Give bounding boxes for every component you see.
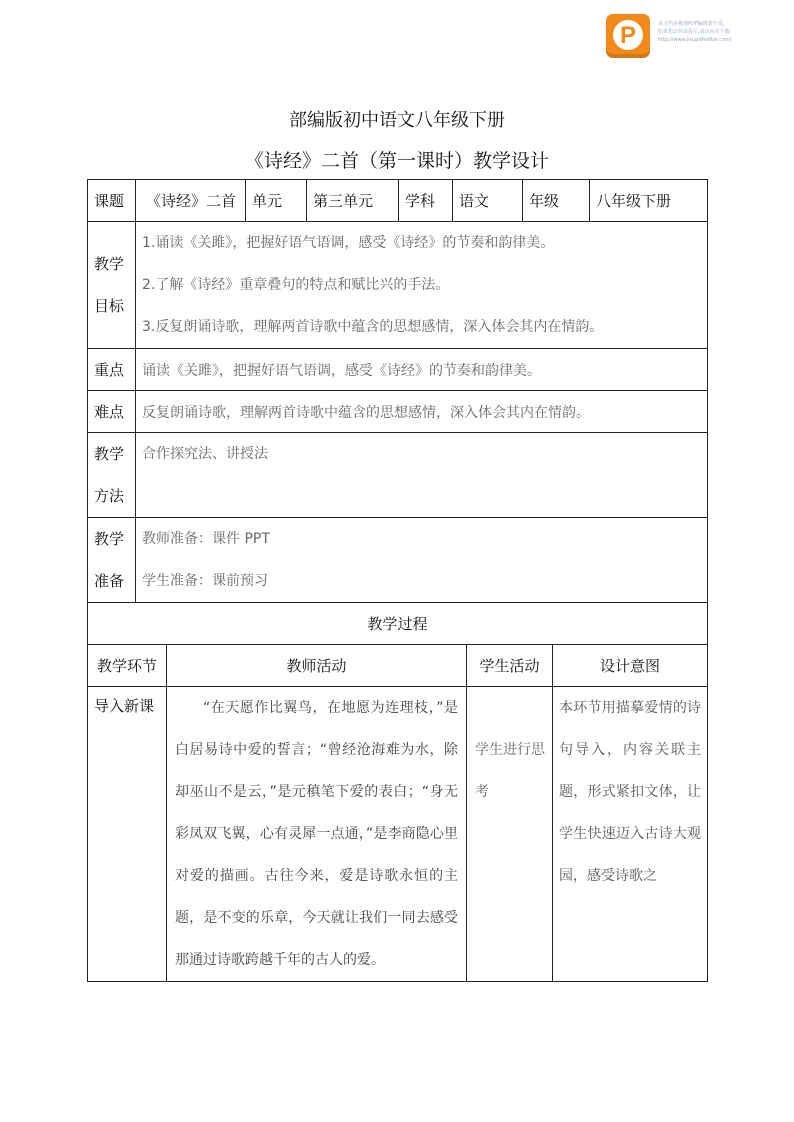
document-title: 部编版初中语文八年级下册 [289,110,505,131]
key-point-value: 诵读《关雎》，把握好语气语调，感受《诗经》的节奏和韵律美。 [136,349,708,391]
teacher-activity-text: “在天愿作比翼鸟，在地愿为连理枝，”是白居易诗中爱的誓言；“曾经沧海难为水，除却巫山不是云，”是元稹笔下爱的表白；“身无彩凤双飞翼，心有灵犀一点通，”是李商隐心里对爱的描画。古往今来，爱是诗歌永恒的主题，是不变的乐章，今天就让我们一同去感受那通过诗歌跨越千年的古人的爱。 [175,700,459,968]
stage-cell: 导入新课 [88,687,167,982]
design-intent-cell [553,687,708,982]
teacher-activity-cell [167,687,467,982]
goals-label-line: 目标 [94,297,125,315]
process-header-row [88,645,708,687]
svg-text:P: P [619,22,637,49]
method-label-line: 教学 [94,445,125,463]
unit-label: 单元 [246,180,307,222]
course-value: 《诗经》二首 [136,180,246,222]
teacher-preparation: 教师准备：课件 PPT [142,531,270,547]
goals-row [88,222,708,349]
method-label [88,433,136,518]
logo-notes [658,20,788,44]
preparation-content [136,518,708,603]
method-content [136,433,708,518]
header-student-activity: 学生活动 [467,645,553,687]
grade-label: 年级 [523,180,590,222]
preparation-label [88,518,136,603]
goals-label-line: 教学 [94,255,125,273]
logo-note-line: 该文档是极速PDF编辑器生成, [658,21,725,27]
goals-content [136,222,708,349]
student-activity-text: 学生进行思考 [475,742,546,800]
pdf-editor-logo [606,14,650,58]
goals-label [88,222,136,349]
subject-value: 语文 [453,180,523,222]
difficulty-row [88,391,708,433]
student-activity-cell [467,687,553,982]
preparation-label-line: 教学 [94,530,125,548]
goal-item: 1.诵读《关雎》，把握好语气语调，感受《诗经》的节奏和韵律美。 [142,235,555,251]
difficulty-label: 难点 [88,391,136,433]
logo-note-url[interactable]: http://www.jisupdfeditor.com/ [658,37,732,43]
header-teacher-activity: 教师活动 [167,645,467,687]
header-stage: 教学环节 [88,645,167,687]
student-preparation: 学生准备：课前预习 [142,573,268,589]
preparation-label-line: 准备 [94,572,125,590]
goal-item: 3.反复朗诵诗歌，理解两首诗歌中蕴含的思想感情，深入体会其内在情韵。 [142,319,604,335]
grade-value: 八年级下册 [590,180,708,222]
preparation-row [88,518,708,603]
key-point-label: 重点 [88,349,136,391]
course-label: 课题 [88,180,136,222]
lesson-plan-table [87,179,708,982]
subject-label: 学科 [399,180,453,222]
process-row [88,687,708,982]
document-subtitle: 《诗经》二首（第一课时）教学设计 [244,150,549,172]
logo-p-icon [606,14,650,58]
process-title: 教学过程 [88,603,708,645]
method-row [88,433,708,518]
info-row [88,180,708,222]
process-title-row [88,603,708,645]
method-label-line: 方法 [94,487,125,505]
unit-value: 第三单元 [307,180,399,222]
key-point-row [88,349,708,391]
header-design-intent: 设计意图 [553,645,708,687]
design-intent-text: 本环节用描摹爱情的诗句导入，内容关联主题，形式紧扣文体，让学生快速迈入古诗大观园，感受诗歌之 [559,700,702,884]
logo-note-line: 如果想去掉该提示,请访问并下载: [658,29,732,35]
goal-item: 2.了解《诗经》重章叠句的特点和赋比兴的手法。 [142,277,450,293]
difficulty-value: 反复朗诵诗歌，理解两首诗歌中蕴含的思想感情，深入体会其内在情韵。 [136,391,708,433]
method-value: 合作探究法、讲授法 [142,446,268,462]
